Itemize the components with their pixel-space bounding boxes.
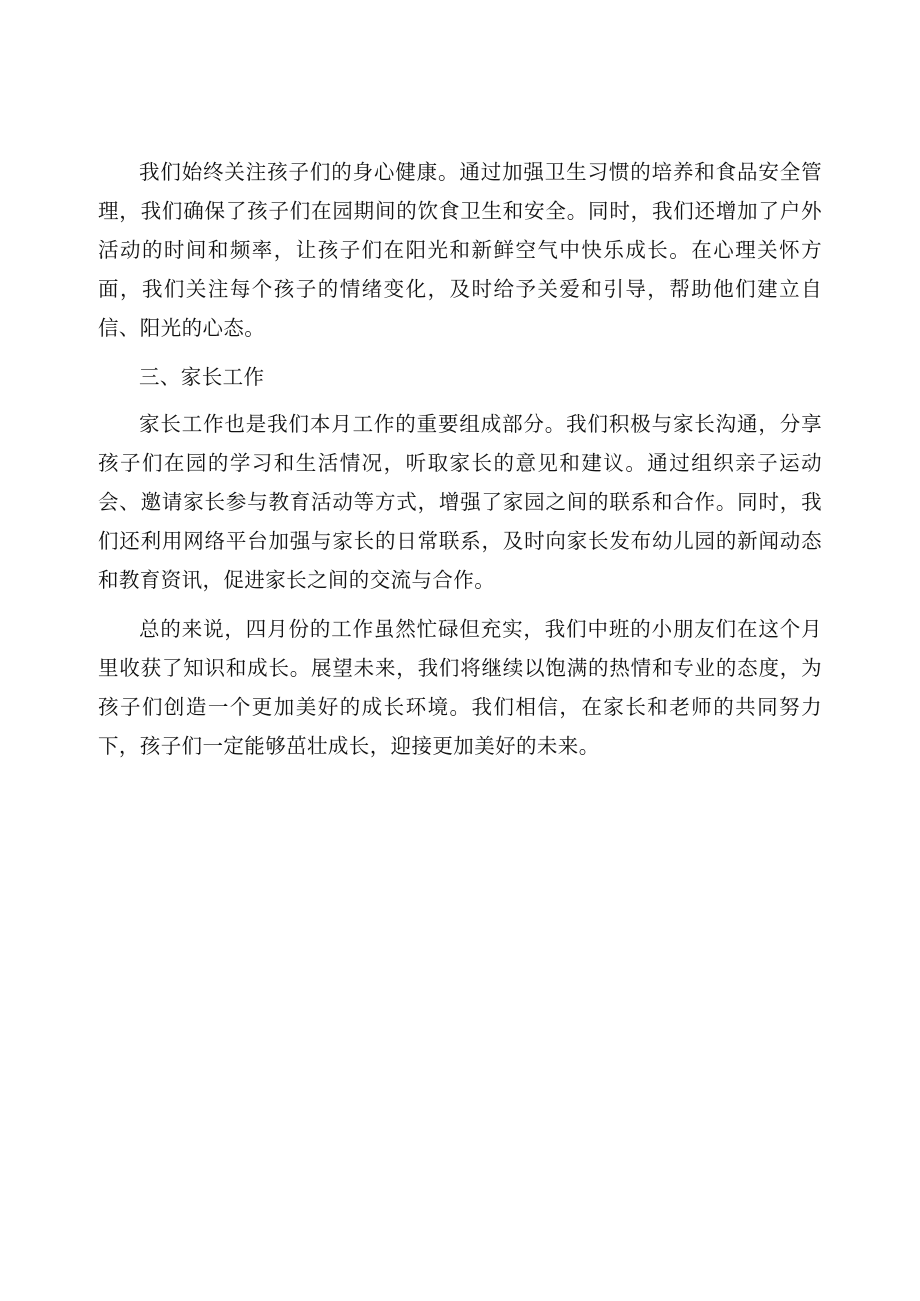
paragraph-summary: 总的来说，四月份的工作虽然忙碌但充实，我们中班的小朋友们在这个月里收获了知识和成长。展望未来，我们将继续以饱满的热情和专业的态度，为孩子们创造一个更加美好的成长环境。我们相信，在家长和老师的共同努力下，孩子们一定能够茁壮成长，迎接更加美好的未来。 — [98, 617, 822, 758]
paragraph-health-care: 我们始终关注孩子们的身心健康。通过加强卫生习惯的培养和食品安全管理，我们确保了孩子们在园期间的饮食卫生和安全。同时，我们还增加了户外活动的时间和频率，让孩子们在阳光和新鲜空气中快乐成长。在心理关怀方面，我们关注每个孩子的情绪变化，及时给予关爱和引导，帮助他们建立自信、阳光的心态。 — [98, 160, 822, 340]
document-body — [98, 153, 822, 766]
paragraph-parent-work: 家长工作也是我们本月工作的重要组成部分。我们积极与家长沟通，分享孩子们在园的学习和生活情况，听取家长的意见和建议。通过组织亲子运动会、邀请家长参与教育活动等方式，增强了家园之间的联系和合作。同时，我们还利用网络平台加强与家长的日常联系，及时向家长发布幼儿园的新闻动态和教育资讯，促进家长之间的交流与合作。 — [98, 412, 822, 592]
section-heading-parent-work: 三、家长工作 — [139, 365, 265, 389]
